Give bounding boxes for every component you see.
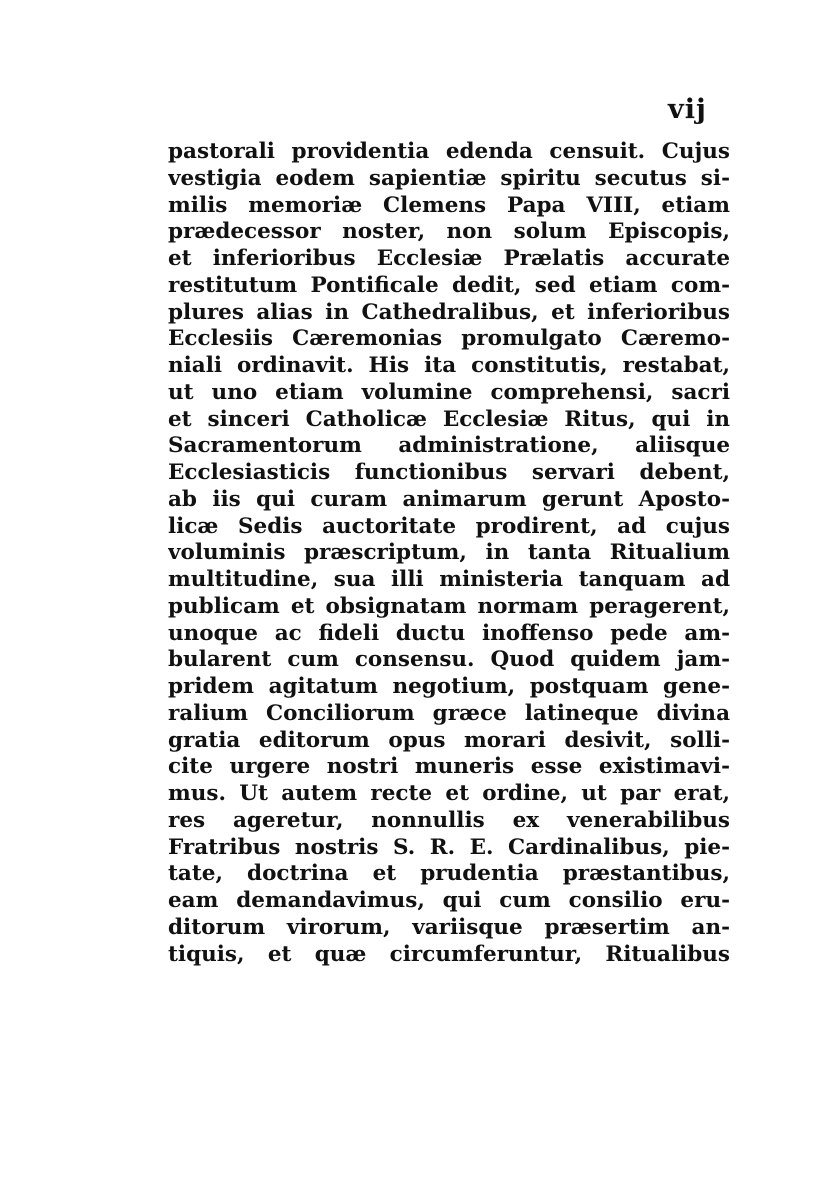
text-line: ditorum virorum, variisque præsertim an- (168, 914, 730, 940)
text-line: plures alias in Cathedralibus, et inferioribus (168, 299, 730, 325)
text-line: mus. Ut autem recte et ordine, ut par erat, (168, 781, 730, 806)
text-line: ab iis qui curam animarum gerunt Aposto- (168, 486, 730, 512)
text-line: cite urgere nostri muneris esse existimavi- (168, 754, 730, 780)
text-line: unoque ac fideli ductu inoffenso pede am- (168, 620, 730, 646)
text-line: bularent cum consensu. Quod quidem jam- (168, 647, 730, 673)
text-line: res ageretur, nonnullis ex venerabilibus (168, 807, 730, 833)
text-line: et sinceri Catholicæ Ecclesiæ Ritus, qui in (168, 406, 730, 432)
page-number: vij (668, 94, 707, 125)
text-line: ut uno etiam volumine comprehensi, sacri (168, 379, 730, 405)
text-line: tate, doctrina et prudentia præstantibus, (168, 861, 730, 887)
text-line: pastorali providentia edenda censuit. Cujus (168, 139, 730, 164)
text-line: publicam et obsignatam normam peragerent, (168, 593, 730, 619)
text-line: Fratribus nostris S. R. E. Cardinalibus, pie- (168, 834, 730, 860)
text-line: Sacramentorum administratione, aliisque (168, 433, 730, 459)
text-line: licæ Sedis auctoritate prodirent, ad cujus (168, 513, 730, 539)
text-line: et inferioribus Ecclesiæ Prælatis accurate (168, 246, 730, 271)
text-line: vestigia eodem sapientiæ spiritu secutus si- (168, 165, 730, 191)
text-line: multitudine, sua illi ministeria tanquam ad (168, 567, 730, 592)
text-line: prædecessor noster, non solum Episcopis, (168, 219, 730, 245)
text-line: gratia editorum opus morari desivit, solli- (168, 727, 730, 753)
text-line: pridem agitatum negotium, postquam gene- (168, 674, 730, 699)
text-line: Ecclesiis Cæremonias promulgato Cæremo- (168, 326, 730, 352)
text-line: restitutum Pontificale dedit, sed etiam com- (168, 272, 730, 298)
text-line: ralium Conciliorum græce latineque divina (168, 700, 730, 726)
body-text (168, 139, 730, 968)
text-line: milis memoriæ Clemens Papa VIII, etiam (168, 192, 730, 218)
text-line: Ecclesiasticis functionibus servari debent, (168, 460, 730, 485)
text-line: tiquis, et quæ circumferuntur, Ritualibus (168, 941, 730, 967)
text-line: voluminis præscriptum, in tanta Ritualium (168, 540, 730, 566)
text-line: eam demandavimus, qui cum consilio eru- (168, 888, 730, 913)
text-line: niali ordinavit. His ita constitutis, restabat, (168, 353, 730, 378)
